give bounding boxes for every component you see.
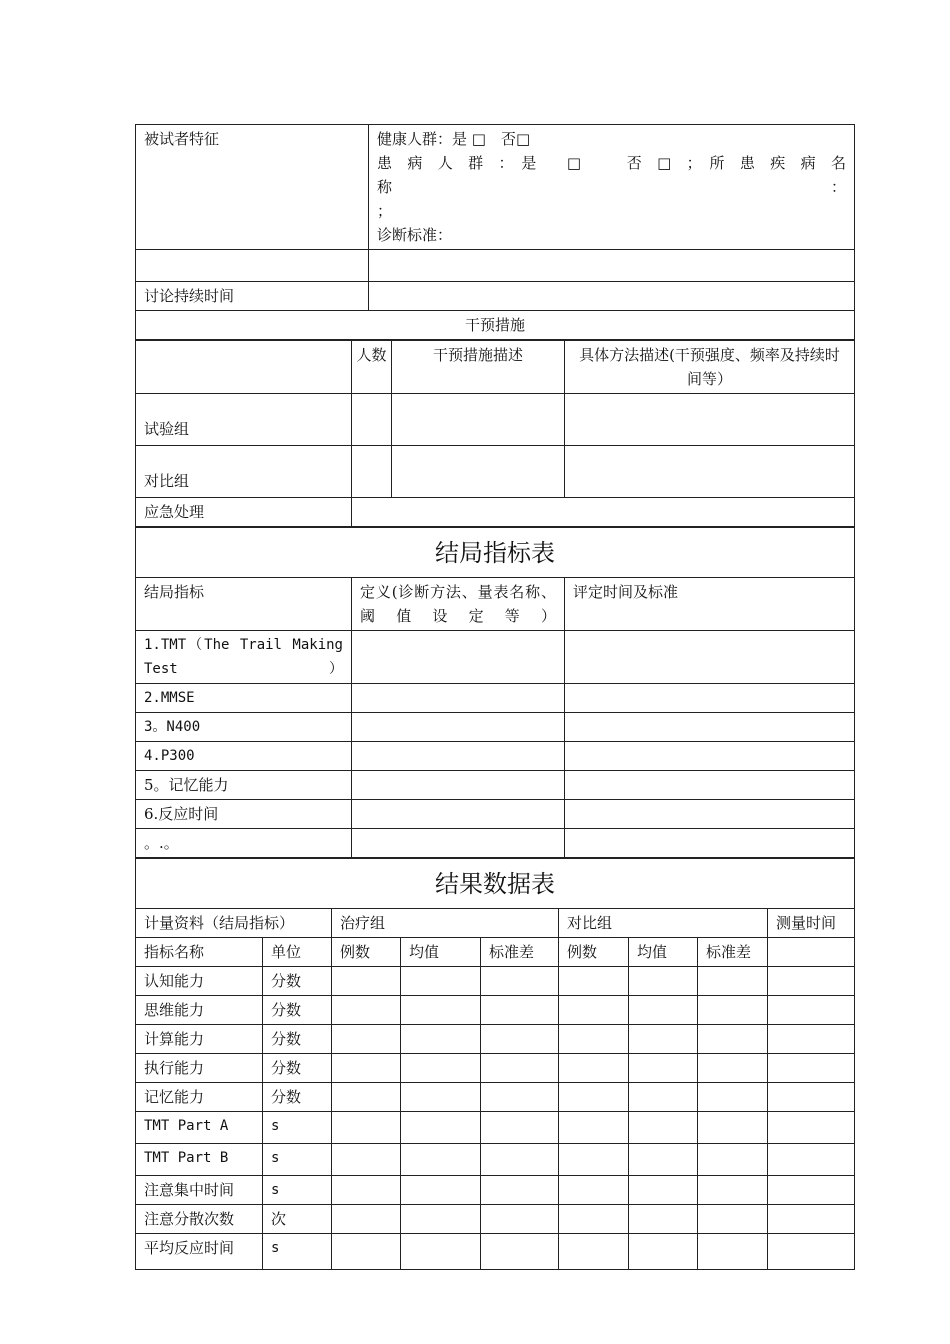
outcome-time[interactable]: [565, 631, 855, 684]
result-cell[interactable]: [481, 1144, 559, 1176]
outcome-definition[interactable]: [352, 742, 565, 771]
outcome-definition[interactable]: [352, 829, 565, 858]
col-count: 人数: [352, 341, 392, 394]
result-cell[interactable]: [481, 1205, 559, 1234]
blank-cell[interactable]: [369, 250, 855, 282]
result-cell[interactable]: [629, 1144, 698, 1176]
patient-line-cont: ；: [377, 202, 393, 220]
row-trial: 试验组: [136, 394, 352, 446]
result-cell[interactable]: [629, 1234, 698, 1270]
result-cell[interactable]: [629, 1054, 698, 1083]
discussion-duration-label: 讨论持续时间: [136, 282, 369, 311]
result-unit: 分数: [263, 1054, 332, 1083]
outcome-definition[interactable]: [352, 771, 565, 800]
result-cell[interactable]: [401, 1205, 481, 1234]
control-method[interactable]: [565, 446, 855, 498]
result-unit: 分数: [263, 996, 332, 1025]
form-sheet: [135, 124, 862, 1270]
result-cell[interactable]: [768, 996, 855, 1025]
result-unit: s: [263, 1112, 332, 1144]
result-cell[interactable]: [768, 1144, 855, 1176]
result-cell[interactable]: [629, 1176, 698, 1205]
result-cell[interactable]: [481, 1112, 559, 1144]
result-cell[interactable]: [559, 996, 629, 1025]
result-cell[interactable]: [768, 1205, 855, 1234]
h-treat-n: 例数: [332, 938, 401, 967]
result-cell[interactable]: [481, 1025, 559, 1054]
result-cell[interactable]: [698, 1112, 768, 1144]
emergency-label: 应急处理: [136, 498, 352, 527]
results-title: 结果数据表: [136, 859, 855, 909]
result-cell[interactable]: [559, 1025, 629, 1054]
outcome-table: [135, 527, 855, 858]
control-desc[interactable]: [392, 446, 565, 498]
discussion-duration-value[interactable]: [369, 282, 855, 311]
result-cell[interactable]: [332, 1112, 401, 1144]
result-cell[interactable]: [481, 1176, 559, 1205]
intervention-table: [135, 340, 855, 527]
result-cell[interactable]: [332, 1205, 401, 1234]
h-treat-sd: 标准差: [481, 938, 559, 967]
outcome-time[interactable]: [565, 684, 855, 713]
outcome-indicator: 3。N400: [136, 713, 352, 742]
col-indicator: 结局指标: [136, 578, 352, 631]
result-cell[interactable]: [559, 1083, 629, 1112]
result-cell[interactable]: [698, 1054, 768, 1083]
result-cell[interactable]: [698, 996, 768, 1025]
h-treat-mean: 均值: [401, 938, 481, 967]
outcome-time[interactable]: [565, 742, 855, 771]
col-time: 评定时间及标准: [565, 578, 855, 631]
h-control-mean: 均值: [629, 938, 698, 967]
outcome-time[interactable]: [565, 800, 855, 829]
outcome-indicator: 4.P300: [136, 742, 352, 771]
result-cell[interactable]: [559, 967, 629, 996]
result-cell[interactable]: [559, 1234, 629, 1270]
result-cell[interactable]: [768, 1112, 855, 1144]
result-cell[interactable]: [629, 1205, 698, 1234]
control-count[interactable]: [352, 446, 392, 498]
result-cell[interactable]: [481, 996, 559, 1025]
outcome-indicator: 6.反应时间: [136, 800, 352, 829]
col-method: 具体方法描述(干预强度、频率及持续时间等）: [565, 341, 855, 394]
result-cell[interactable]: [401, 1025, 481, 1054]
result-name: 认知能力: [136, 967, 263, 996]
result-cell[interactable]: [332, 1234, 401, 1270]
outcome-definition[interactable]: [352, 800, 565, 829]
h-time: 测量时间: [768, 909, 855, 938]
subject-detail: [369, 125, 862, 250]
trial-count[interactable]: [352, 394, 392, 446]
subject-table: [135, 124, 862, 340]
result-cell[interactable]: [768, 1025, 855, 1054]
result-name: 记忆能力: [136, 1083, 263, 1112]
patient-line: 患 病 人 群 ： 是 □ 否 □ ； 所 患 疾 病 名 称 ：: [377, 154, 862, 196]
result-cell[interactable]: [332, 1025, 401, 1054]
result-cell[interactable]: [401, 1144, 481, 1176]
healthy-line: 健康人群：是 □ 否□: [377, 130, 531, 148]
emergency-value[interactable]: [352, 498, 855, 527]
blank-cell[interactable]: [136, 250, 369, 282]
result-cell[interactable]: [559, 1112, 629, 1144]
diagnosis-line: 诊断标准：: [377, 226, 453, 244]
result-cell[interactable]: [401, 1176, 481, 1205]
result-cell[interactable]: [768, 1083, 855, 1112]
result-cell[interactable]: [481, 1234, 559, 1270]
result-cell[interactable]: [698, 1176, 768, 1205]
subject-label: 被试者特征: [136, 125, 369, 250]
result-cell[interactable]: [481, 1054, 559, 1083]
result-unit: s: [263, 1176, 332, 1205]
result-name: 平均反应时间: [136, 1234, 263, 1270]
result-cell[interactable]: [698, 1205, 768, 1234]
result-cell[interactable]: [629, 1112, 698, 1144]
result-cell[interactable]: [332, 996, 401, 1025]
outcome-time[interactable]: [565, 829, 855, 858]
intervention-corner: [136, 341, 352, 394]
result-cell[interactable]: [401, 996, 481, 1025]
result-cell[interactable]: [629, 996, 698, 1025]
h-control: 对比组: [559, 909, 768, 938]
h-control-sd: 标准差: [698, 938, 768, 967]
result-cell[interactable]: [629, 967, 698, 996]
result-cell[interactable]: [629, 1083, 698, 1112]
result-cell[interactable]: [401, 967, 481, 996]
result-name: TMT Part A: [136, 1112, 263, 1144]
result-cell[interactable]: [698, 1025, 768, 1054]
h-control-n: 例数: [559, 938, 629, 967]
result-cell[interactable]: [401, 1234, 481, 1270]
result-cell[interactable]: [768, 1054, 855, 1083]
trial-method[interactable]: [565, 394, 855, 446]
outcome-indicator: 5。记忆能力: [136, 771, 352, 800]
result-unit: 分数: [263, 1083, 332, 1112]
result-cell[interactable]: [768, 967, 855, 996]
result-cell[interactable]: [481, 967, 559, 996]
result-cell[interactable]: [629, 1025, 698, 1054]
outcome-indicator: 。.。: [136, 829, 352, 858]
result-cell[interactable]: [401, 1054, 481, 1083]
row-control: 对比组: [136, 446, 352, 498]
outcome-indicator: 1.TMT（The Trail Making Test）: [136, 631, 352, 684]
result-unit: 次: [263, 1205, 332, 1234]
outcome-time[interactable]: [565, 771, 855, 800]
outcome-definition[interactable]: [352, 631, 565, 684]
result-name: 注意分散次数: [136, 1205, 263, 1234]
col-definition: 定义(诊断方法、量表名称、阈值设定等）: [352, 578, 565, 631]
trial-desc[interactable]: [392, 394, 565, 446]
intervention-title: 干预措施: [136, 311, 855, 340]
outcome-indicator: 2.MMSE: [136, 684, 352, 713]
h-treat: 治疗组: [332, 909, 559, 938]
results-table: [135, 858, 855, 1270]
result-cell[interactable]: [559, 1205, 629, 1234]
outcome-title: 结局指标表: [136, 528, 855, 578]
result-cell[interactable]: [698, 1144, 768, 1176]
result-name: 执行能力: [136, 1054, 263, 1083]
result-unit: 分数: [263, 1025, 332, 1054]
result-unit: s: [263, 1144, 332, 1176]
result-name: 注意集中时间: [136, 1176, 263, 1205]
outcome-definition[interactable]: [352, 713, 565, 742]
h-unit: 单位: [263, 938, 332, 967]
h-measure: 计量资料（结局指标）: [136, 909, 332, 938]
result-cell[interactable]: [768, 1234, 855, 1270]
result-cell[interactable]: [768, 1176, 855, 1205]
outcome-time[interactable]: [565, 713, 855, 742]
result-cell[interactable]: [698, 1083, 768, 1112]
outcome-definition[interactable]: [352, 684, 565, 713]
result-name: 思维能力: [136, 996, 263, 1025]
h-name: 指标名称: [136, 938, 263, 967]
result-cell[interactable]: [332, 1144, 401, 1176]
result-cell[interactable]: [698, 1234, 768, 1270]
col-desc: 干预措施描述: [392, 341, 565, 394]
result-cell[interactable]: [559, 1144, 629, 1176]
result-unit: 分数: [263, 967, 332, 996]
result-cell[interactable]: [332, 1083, 401, 1112]
result-cell[interactable]: [332, 967, 401, 996]
result-name: 计算能力: [136, 1025, 263, 1054]
result-cell[interactable]: [559, 1176, 629, 1205]
result-cell[interactable]: [481, 1083, 559, 1112]
result-cell[interactable]: [559, 1054, 629, 1083]
result-cell[interactable]: [401, 1083, 481, 1112]
result-cell[interactable]: [698, 967, 768, 996]
h-time-blank: [768, 938, 855, 967]
result-cell[interactable]: [401, 1112, 481, 1144]
result-cell[interactable]: [332, 1054, 401, 1083]
result-name: TMT Part B: [136, 1144, 263, 1176]
result-unit: s: [263, 1234, 332, 1270]
result-cell[interactable]: [332, 1176, 401, 1205]
